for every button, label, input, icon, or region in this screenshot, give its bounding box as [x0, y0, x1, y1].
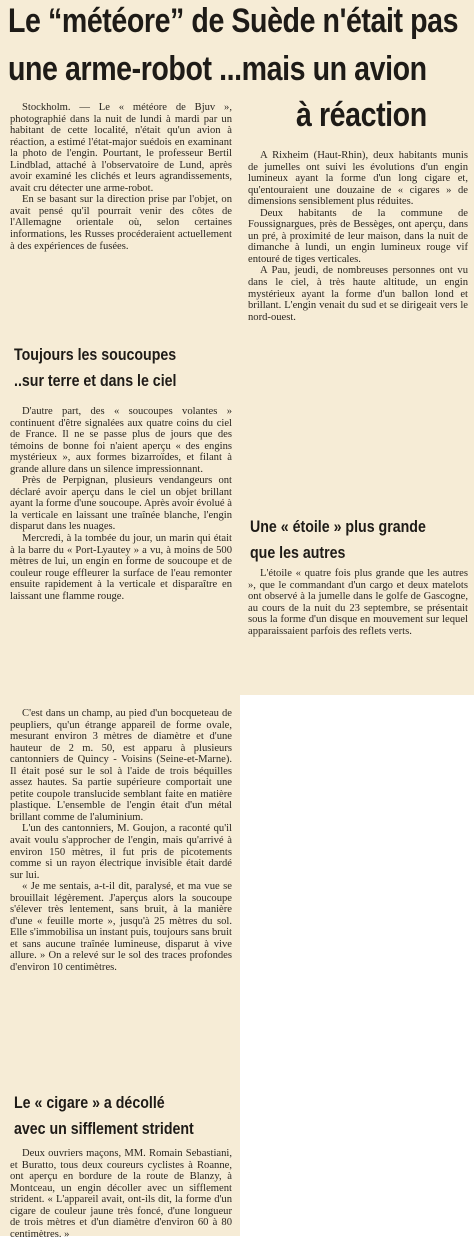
soucoupes-paragraph-2: Près de Perpignan, plusieurs vendangeurs ont déclaré avoir aperçu dans le ciel un objet brillant ayant la forme d'une soucoupe. Après avoir évolué à la verticale en laissant une traînée blanche, l'engin disparut dans les nuages.: [10, 475, 232, 533]
soucoupes-paragraph-3: Mercredi, à la tombée du jour, un marin qui était à la barre du « Port-Lyautey » a vu, à moins de 500 mètres de lui, un engin en forme de soucoupe et de couleur rouge effleurer la surface de l'eau remonter ensuite rapidement à la verticale et disparaître en laissant une flamme rouge.: [10, 533, 232, 602]
headline-line-3: à réaction: [296, 96, 427, 134]
cigare-column-start: [10, 1148, 232, 1240]
subheading-cigare-line-1: Le « cigare » a décollé: [14, 1094, 165, 1112]
cigare-paragraph-4: A Pau, jeudi, de nombreuses personnes ont vu dans le ciel, à très haute altitude, un engin mystérieux ayant la forme d'un ballon lond et brillant. L'engin venait du sud et se dirigeait vers le nord-ouest.: [248, 265, 468, 323]
subheading-etoile-line-1: Une « étoile » plus grande: [250, 518, 426, 536]
soucoupes-column-part-1: [10, 406, 232, 706]
soucoupes-column-part-2: [10, 708, 232, 1088]
subheading-soucoupes-line-2: ..sur terre et dans le ciel: [14, 372, 177, 390]
cigare-paragraph-1: Deux ouvriers maçons, MM. Romain Sebastiani, et Buratto, tous deux coureurs cyclistes à Roanne, ont aperçu en bordure de la route de Blanzy, à Montceau, un engin décoller avec un sifflement strident. « L'appareil avait, ont-ils dit, la forme d'un cigare de couleur jaune très foncé, d'une longueur de trois mètres et d'un diamètre d'environ 60 à 80 centimètres. »: [10, 1148, 232, 1240]
intro-paragraph-2: En se basant sur la direction prise par l'objet, on avait pensé qu'il pourrait venir des côtes de l'Allemagne orientale où, selon certaines informations, les Russes procéderaient actuellement à des expériences de fusées.: [10, 194, 232, 252]
etoile-paragraph-1: L'étoile « quatre fois plus grande que les autres », que le commandant d'un cargo et deux matelots ont observé à la jumelle dans le golfe de Gascogne, au cours de la nuit du 23 septembre, se présentait sous la forme d'un disque en mouvement sur lequel apparaissaient parfois des reflets verts.: [248, 568, 468, 637]
subheading-etoile-line-2: que les autres: [250, 544, 346, 562]
cigare-paragraph-2: A Rixheim (Haut-Rhin), deux habitants munis de jumelles ont suivi les évolutions d'un engin lumineux ayant la forme d'un long cigare et, qu'entouraient une douzaine de « cigares » de dimensions sensiblement plus réduites.: [248, 150, 468, 208]
subheading-cigare-line-2: avec un sifflement strident: [14, 1120, 194, 1138]
soucoupes-paragraph-4: C'est dans un champ, au pied d'un bocqueteau de peupliers, qu'un étrange appareil de forme ovale, mesurant environ 3 mètres de diamètre et d'une hauteur de 2 m. 50, est apparu à plusieurs cantonniers de Quincy - Voisins (Seine-et-Marne). Il était posé sur le sol à l'aide de trois béquilles assez hautes. Sa partie supérieure comportait une petite coupole translucide semblant faite en matière plastique. L'ensemble de l'engin était d'un métal brillant comme de l'aluminium.: [10, 708, 232, 823]
etoile-column: [248, 568, 468, 692]
soucoupes-paragraph-6: « Je me sentais, a-t-il dit, paralysé, et ma vue se brouillait légèrement. J'aperçus alors la soucoupe s'élever très lentement, sans bruit, à la manière d'une « feuille morte », jusqu'à 25 mètres du sol. Elle s'immobilisa un instant puis, toujours sans bruit et sans aucune traînée lumineuse, disparut à vive allure. » On a relevé sur le sol des traces profondes d'environ 10 centimètres.: [10, 881, 232, 974]
headline-line-2: une arme-robot ...mais un avion: [8, 50, 427, 88]
cigare-paragraph-3: Deux habitants de la commune de Foussignargues, près de Bessèges, ont aperçu, dans un pré, à proximité de leur maison, dans la nuit de dimanche à lundi, un engin lumineux rouge vif entouré de tiges verticales.: [248, 207, 468, 265]
subheading-soucoupes-line-1: Toujours les soucoupes: [14, 346, 177, 364]
intro-column: [10, 102, 232, 338]
headline-line-1: Le “météore” de Suède n'était pas: [8, 2, 459, 40]
soucoupes-paragraph-1: D'autre part, des « soucoupes volantes » continuent d'être signalées aux quatre coins du ciel de France. Il ne se passe plus de jours que des témoins de bonne foi n'aient aperçu « des engins mystérieux », aux formes bizarroïdes, et filant à grande allure dans un silence impressionnant.: [10, 406, 232, 475]
soucoupes-paragraph-5: L'un des cantonniers, M. Goujon, a raconté qu'il avait voulu s'approcher de l'engin, mais qu'arrivé à environ 150 mètres, il fut pris de picotements comme si un rayon électrique invisible était dardé sur lui.: [10, 823, 232, 881]
intro-paragraph-1: Stockholm. — Le « météore de Bjuv », photographié dans la nuit de lundi à mardi par un habitant de cette localité, n'était qu'un avion à réaction, a estimé l'état-major suédois en examinant la photo de l'engin. Pourtant, le professeur Bertil Lindblad, attaché à l'observatoire de Lund, après avoir examiné les clichés et leurs agrandissements, avait cru détecter une arme-robot.: [10, 102, 232, 194]
